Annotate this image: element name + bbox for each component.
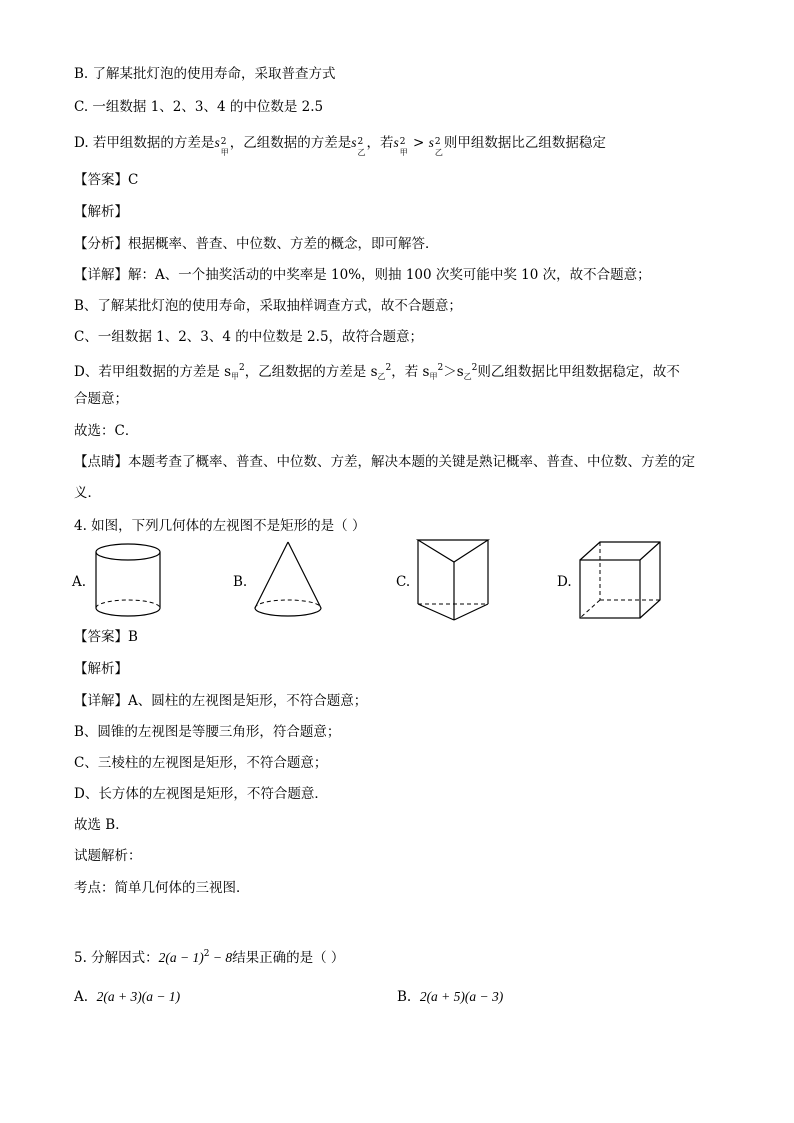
q4-label-b: B. <box>233 574 248 590</box>
q3-option-c: C. 一组数据 1、2、3、4 的中位数是 2.5 <box>74 99 324 115</box>
q3-detail-a: 【详解】解：A、一个抽奖活动的中奖率是 10%，则抽 100 次奖可能中奖 10 次，故不合题意； <box>74 267 651 283</box>
q5-option-a: A. 2(a + 3)(a − 1) <box>74 989 181 1005</box>
q3-conclusion: 故选：C． <box>74 423 139 439</box>
q4-knowledge-point: 考点：简单几何体的三视图． <box>74 880 250 896</box>
q4-label-c: C. <box>396 574 411 590</box>
q4-detail-c: C、三棱柱的左视图是矩形，不符合题意； <box>74 755 328 771</box>
q4-analysis-note: 试题解析： <box>74 848 142 864</box>
cube-figure <box>576 540 664 624</box>
q5-option-b: B. 2(a + 5)(a − 3) <box>397 989 504 1005</box>
q3-detail-b: B、了解某批灯泡的使用寿命，采取抽样调查方式，故不合题意； <box>74 298 462 314</box>
q4-label-a: A. <box>72 574 87 590</box>
q3-detail-d: D、若甲组数据的方差是 $s_甲^2$，乙组数据的方差是 $s_乙^2$，若 $s_甲^2>s_乙^2$则乙组数据比甲组数据稳定，故不 <box>74 363 680 381</box>
q3-option-b: B. 了解某批灯泡的使用寿命，采取普查方式 <box>74 66 336 82</box>
q4-answer: 【答案】B <box>74 629 138 645</box>
q4-detail-d: D、长方体的左视图是矩形，不符合题意． <box>74 786 328 802</box>
cone-figure <box>250 540 330 620</box>
q3-answer: 【答案】C <box>74 172 139 188</box>
q3-analysis-heading: 【解析】 <box>74 204 128 220</box>
q4-label-d: D. <box>557 574 572 590</box>
q3-detail-d-cont: 合题意； <box>74 391 128 407</box>
q4-analysis-heading: 【解析】 <box>74 661 128 677</box>
q3-comment: 【点睛】本题考查了概率、普查、中位数、方差，解决本题的关键是熟记概率、普查、中位数、方差的定 <box>74 454 695 470</box>
q3-option-d: D. 若甲组数据的方差是s 2 甲 ，乙组数据的方差是s 2 乙 ，若s 2 甲 > s 2 乙 则甲组数据比乙组数据稳定 <box>74 135 606 157</box>
q3-analysis: 【分析】根据概率、普查、中位数、方差的概念，即可解答． <box>74 236 439 252</box>
cylinder-figure <box>90 540 170 620</box>
q3-comment-cont: 义． <box>74 485 101 501</box>
q4-stem: 4. 如图，下列几何体的左视图不是矩形的是（ ） <box>74 518 366 534</box>
q4-conclusion: 故选 B． <box>74 817 129 833</box>
q4-detail-a: 【详解】A、圆柱的左视图是矩形，不符合题意； <box>74 693 368 709</box>
triangular-prism-figure <box>412 536 494 626</box>
q4-detail-b: B、圆锥的左视图是等腰三角形，符合题意； <box>74 724 341 740</box>
q3-detail-c: C、一组数据 1、2、3、4 的中位数是 2.5，故符合题意； <box>74 329 424 345</box>
q5-stem: 5. 分解因式：$2(a - 1)^2 - 8$结果正确的是（ ） <box>74 949 345 966</box>
